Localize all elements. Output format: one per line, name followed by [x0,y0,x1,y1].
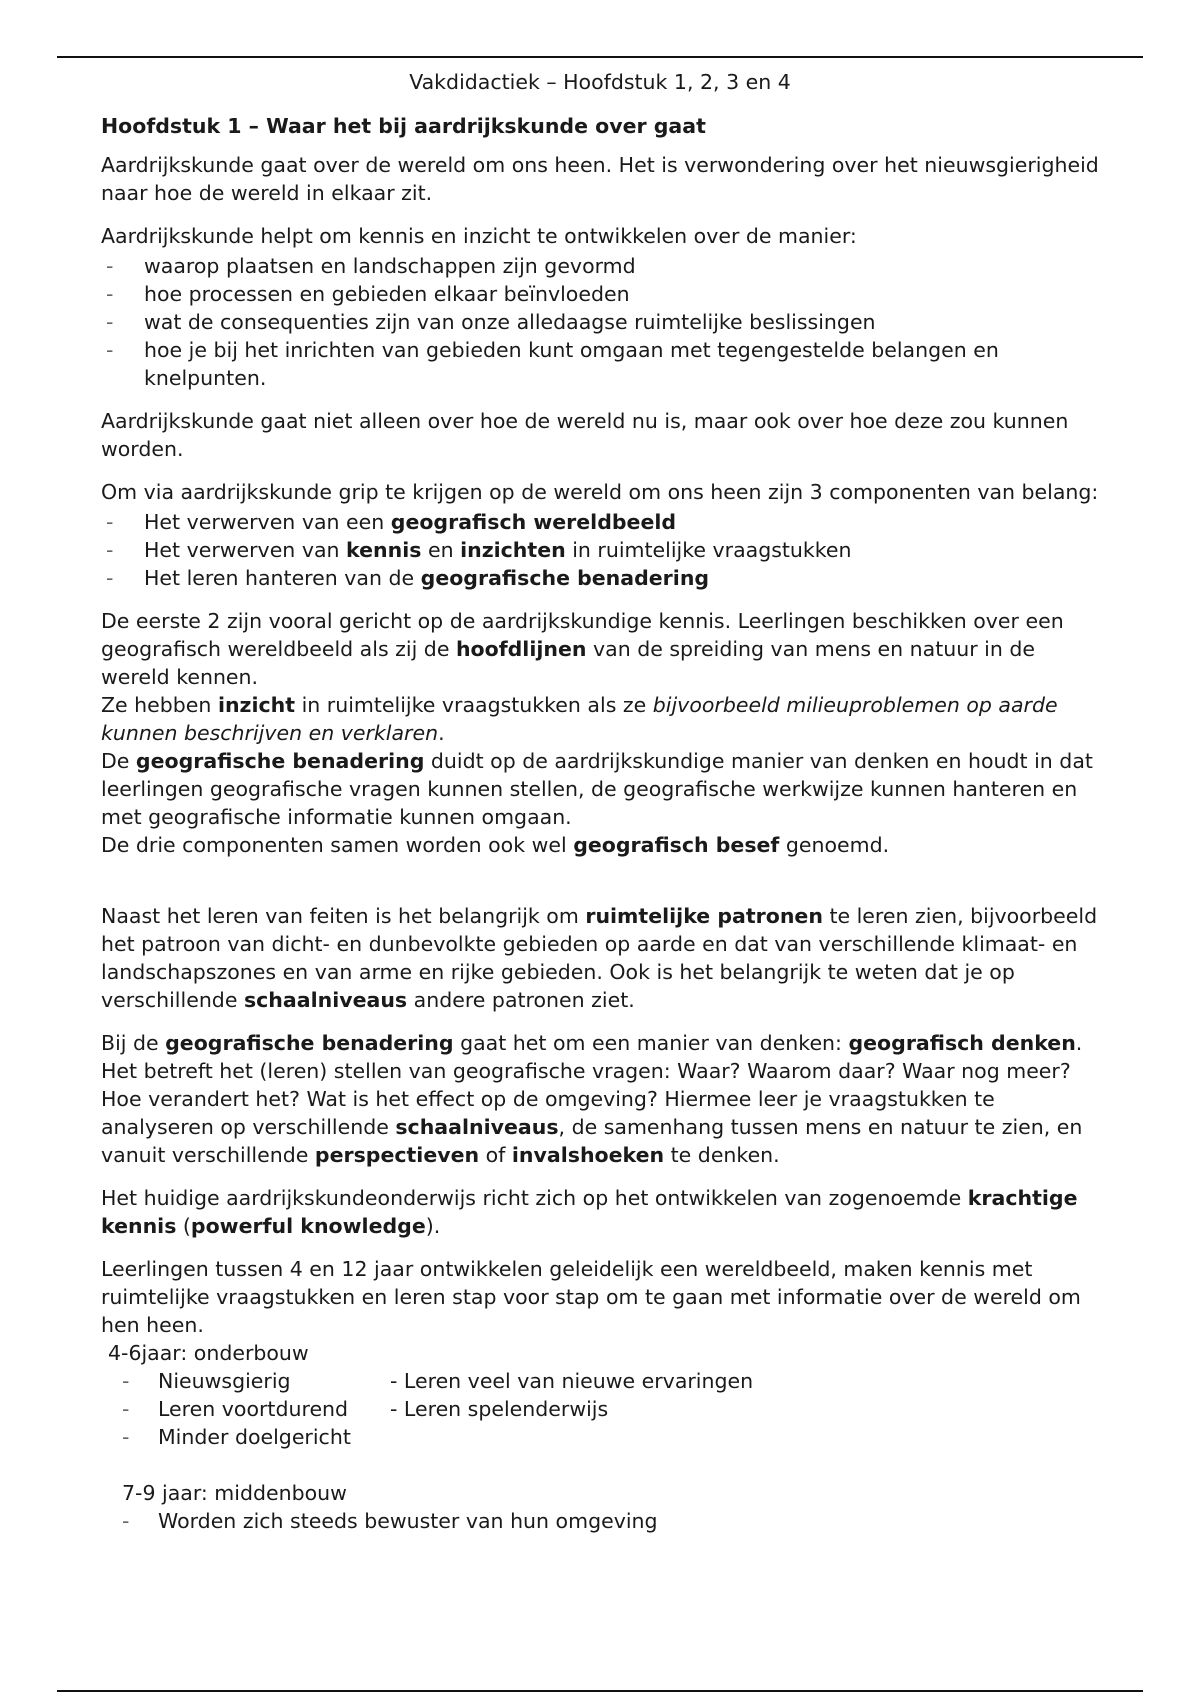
age-group-label: 7-9 jaar: middenbouw [122,1481,347,1505]
middenbouw-list [101,1507,1101,1535]
list-item: - waarop plaatsen en landschappen zijn gevormd [101,252,1101,280]
page-header: Vakdidactiek – Hoofdstuk 1, 2, 3 en 4 [409,70,791,94]
paragraph: Bij de geografische benadering gaat het om een manier van denken: geografisch denken. Het betreft het (leren) stellen van geografische vragen: Waar? Waarom daar? Waar nog meer? Hoe verandert het? Wat is het effect op de omgeving? Hiermee leer je vraagstukken te analyseren op verschillende schaalniveaus, de samenhang tussen mens en natuur te zien, en vanuit verschillende perspectieven of invalshoeken te denken. [101,1031,1083,1167]
paragraph: Naast het leren van feiten is het belangrijk om ruimtelijke patronen te leren zien, bijvoorbeeld het patroon van dicht- en dunbevolkte gebieden op aarde en dat van verschillende klimaat- en landschapszones en van arme en rijke gebieden. Ook is het belangrijk te weten dat je op verschillende schaalniveaus andere patronen ziet. [101,904,1098,1012]
list-item: - Het verwerven van een geografisch wereldbeeld [101,508,1101,536]
paragraph: Om via aardrijkskunde grip te krijgen op de wereld om ons heen zijn 3 componenten van belang: [101,480,1099,504]
document-body [101,112,1101,1535]
header-rule [57,56,1143,58]
list-item: - Nieuwsgierig - Leren veel van nieuwe ervaringen [101,1367,1101,1395]
paragraph: Aardrijkskunde gaat niet alleen over hoe de wereld nu is, maar ook over hoe deze zou kunnen worden. [101,409,1069,461]
chapter-heading: Hoofdstuk 1 – Waar het bij aardrijkskunde over gaat [101,114,706,138]
list-item: - hoe processen en gebieden elkaar beïnvloeden [101,280,1101,308]
list-item: - Leren voortdurend - Leren spelenderwijs [101,1395,1101,1423]
paragraph: Aardrijkskunde helpt om kennis en inzicht te ontwikkelen over de manier: [101,224,857,248]
onderbouw-list [101,1367,1101,1451]
list-item: - Worden zich steeds bewuster van hun omgeving [101,1507,1101,1535]
paragraph: Aardrijkskunde gaat over de wereld om ons heen. Het is verwondering over het nieuwsgierigheid naar hoe de wereld in elkaar zit. [101,153,1099,205]
components-list [101,508,1101,592]
paragraph: Het huidige aardrijkskundeonderwijs richt zich op het ontwikkelen van zogenoemde krachtige kennis (powerful knowledge). [101,1186,1078,1238]
list-item: - Het leren hanteren van de geografische benadering [101,564,1101,592]
list-item: - hoe je bij het inrichten van gebieden kunt omgaan met tegengestelde belangen en knelpunten. [101,336,1101,392]
list-item: - Minder doelgericht [101,1423,1101,1451]
age-group-label: 4-6jaar: onderbouw [108,1341,309,1365]
paragraph: Ze hebben inzicht in ruimtelijke vraagstukken als ze bijvoorbeeld milieuproblemen op aarde kunnen beschrijven en verklaren. [101,693,1058,745]
bullet-list [101,252,1101,392]
list-item: - Het verwerven van kennis en inzichten in ruimtelijke vraagstukken [101,536,1101,564]
paragraph: De eerste 2 zijn vooral gericht op de aardrijkskundige kennis. Leerlingen beschikken over een geografisch wereldbeeld als zij de hoofdlijnen van de spreiding van mens en natuur in de wereld kennen. [101,609,1064,689]
list-item: - wat de consequenties zijn van onze alledaagse ruimtelijke beslissingen [101,308,1101,336]
paragraph: Leerlingen tussen 4 en 12 jaar ontwikkelen geleidelijk een wereldbeeld, maken kennis met ruimtelijke vraagstukken en leren stap voor stap om te gaan met informatie over de wereld om hen heen. [101,1257,1081,1337]
paragraph: De drie componenten samen worden ook wel geografisch besef genoemd. [101,833,890,857]
footer-rule [57,1690,1143,1692]
paragraph: De geografische benadering duidt op de aardrijkskundige manier van denken en houdt in dat leerlingen geografische vragen kunnen stellen, de geografische werkwijze kunnen hanteren en met geografische informatie kunnen omgaan. [101,749,1093,829]
